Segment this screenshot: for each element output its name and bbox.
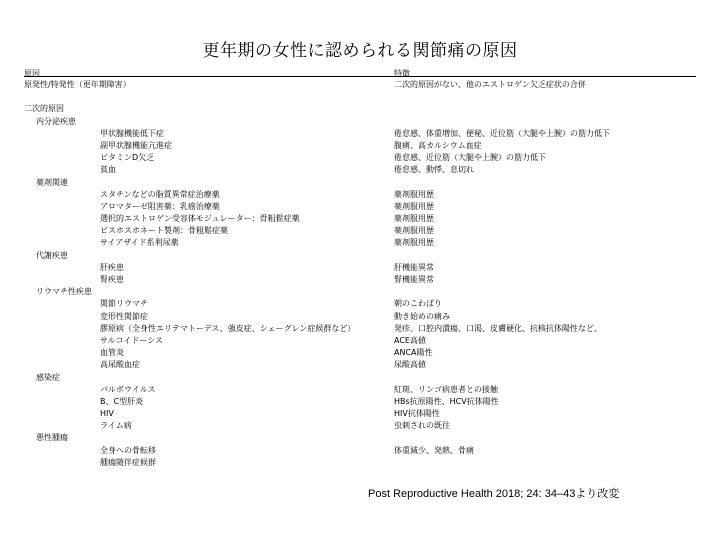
source-citation: Post Reproductive Health 2018; 24: 34–43より改変 (368, 488, 620, 500)
feature-cell: 薬剤服用歴 (394, 238, 434, 248)
cause-cell: 副甲状腺機能亢進症 (100, 140, 172, 150)
table-row (24, 262, 696, 274)
feature-cell: 紅斑、リンゴ病患者との接触 (394, 384, 498, 394)
table-row (24, 250, 696, 262)
cause-cell: 腎疾患 (100, 275, 124, 284)
feature-cell: 倦怠感、近位筋（大腿や上腕）の筋力低下 (394, 153, 546, 163)
table-row (24, 396, 696, 408)
table-row (24, 445, 696, 457)
table-row (24, 335, 696, 347)
table-header (24, 68, 696, 79)
cause-cell: 二次的原因 (24, 104, 64, 114)
page-title: 更年期の女性に認められる関節痛の原因 (202, 41, 518, 61)
cause-cell: サイアザイド系利尿薬 (100, 238, 179, 248)
header-rule (24, 76, 696, 77)
feature-cell: 虫刺されの既往 (394, 421, 450, 431)
feature-cell: 腎機能異常 (394, 275, 434, 284)
feature-cell: 朝のこわばり (394, 299, 442, 309)
table-row (24, 323, 696, 335)
cause-cell: 関節リウマチ (100, 299, 148, 309)
table-row (24, 311, 696, 323)
cause-cell: アロマターゼ阻害薬：乳癌治療薬 (100, 201, 220, 211)
table-row (24, 103, 696, 115)
cause-cell: パルボウイルス (100, 384, 156, 394)
cause-cell: B、C型肝炎 (100, 396, 144, 406)
cause-cell: スタチンなどの脂質異常症治療薬 (100, 189, 220, 199)
table-row (24, 201, 696, 213)
feature-cell: 薬剤服用歴 (394, 214, 434, 224)
table-row (24, 189, 696, 201)
feature-cell: 倦怠感、体重増加、便秘、近位筋（大腿や上腕）の筋力低下 (394, 128, 610, 138)
table-row (24, 420, 696, 432)
cause-cell: 変形性関節症 (100, 311, 148, 321)
cause-cell: ビタミンD欠乏 (100, 153, 155, 163)
table-row (24, 347, 696, 359)
table-row (24, 128, 696, 140)
table-row (24, 116, 696, 128)
table-row (24, 213, 696, 225)
feature-cell: 腹痛、高カルシウム血症 (394, 140, 482, 150)
cause-cell: 原発性/特発性（更年期障害） (24, 80, 131, 89)
feature-cell: HBs抗原陽性、HCV抗体陽性 (394, 396, 499, 406)
table-row (24, 91, 696, 103)
cause-cell: 肝疾患 (100, 262, 124, 272)
cause-cell: 貧血 (100, 165, 116, 175)
cause-cell: 薬剤関連 (36, 177, 68, 187)
table-row (24, 225, 696, 237)
cause-cell: 選択的エストロゲン受容体モジュレーター：骨粗鬆症薬 (100, 214, 300, 224)
feature-cell: HIV抗体陽性 (394, 409, 440, 419)
cause-cell: 血管炎 (100, 348, 124, 358)
table-row (24, 384, 696, 396)
feature-cell: 動き始めの痛み (394, 311, 450, 321)
table-body (24, 79, 696, 469)
feature-cell: 倦怠感、動悸、息切れ (394, 165, 474, 175)
feature-cell: ANCA陽性 (394, 348, 433, 358)
table-row (24, 237, 696, 249)
table-row (24, 177, 696, 189)
feature-cell: ACE高値 (394, 335, 426, 345)
cause-cell: 高尿酸血症 (100, 360, 140, 370)
table-row (24, 152, 696, 164)
table-row (24, 286, 696, 298)
cause-cell: 悪性腫瘍 (36, 433, 68, 443)
cause-cell: 全身への骨転移 (100, 445, 156, 455)
cause-cell: 腫瘍随伴症候群 (100, 457, 156, 467)
cause-cell: サルコイドーシス (100, 335, 163, 345)
header-cause: 原因 (24, 69, 40, 78)
feature-cell: 薬剤服用歴 (394, 226, 434, 236)
cause-cell: リウマチ性疾患 (36, 287, 92, 297)
feature-cell: 発疹、口腔内潰瘍、口渇、皮膚硬化、抗核抗体陽性など、 (394, 323, 602, 333)
cause-cell: HIV (100, 409, 114, 419)
feature-cell: 肝機能異常 (394, 262, 434, 272)
causes-table (24, 68, 696, 469)
feature-cell: 尿酸高値 (394, 360, 426, 370)
feature-cell: 薬剤服用歴 (394, 201, 434, 211)
cause-cell: ビスホスホネート製剤：骨粗鬆症薬 (100, 226, 228, 236)
table-row (24, 274, 696, 286)
feature-cell: 薬剤服用歴 (394, 189, 434, 199)
table-row (24, 140, 696, 152)
table-row (24, 457, 696, 469)
header-feature: 特徴 (394, 69, 410, 78)
feature-cell: 体重減少、発熱、骨痛 (394, 445, 474, 455)
table-row (24, 164, 696, 176)
cause-cell: ライム病 (100, 421, 132, 431)
cause-cell: 膠原病（全身性エリテマトーデス、強皮症、シェーグレン症候群など） (100, 323, 356, 333)
table-row (24, 408, 696, 420)
table-row (24, 372, 696, 384)
table-row (24, 298, 696, 310)
table-row (24, 79, 696, 91)
cause-cell: 内分泌疾患 (36, 116, 76, 126)
table-row (24, 432, 696, 444)
cause-cell: 甲状腺機能低下症 (100, 128, 164, 138)
table-row (24, 359, 696, 371)
cause-cell: 感染症 (36, 372, 60, 382)
feature-cell: 二次的原因がない、他のエストロゲン欠乏症状の合併 (394, 80, 586, 89)
cause-cell: 代謝疾患 (36, 250, 68, 260)
